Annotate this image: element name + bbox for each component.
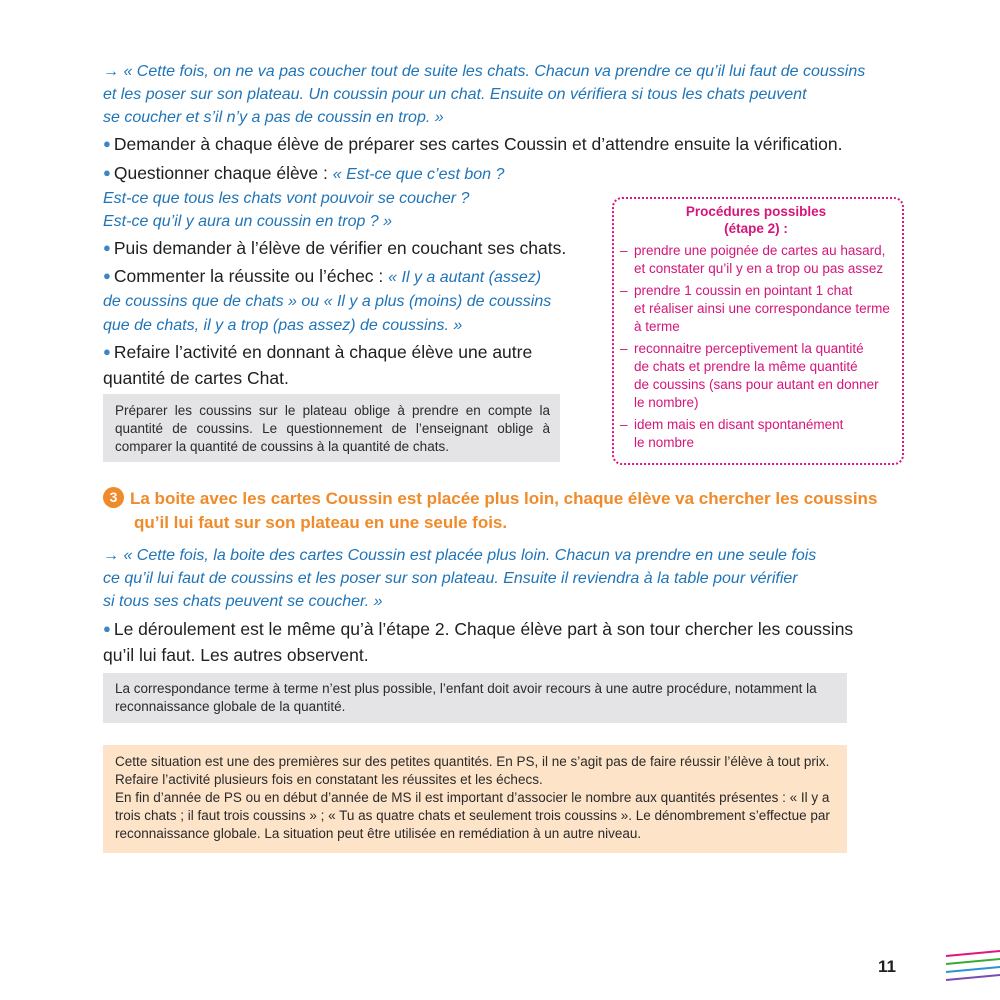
bullet-text: Refaire l’activité en donnant à chaque élève une autre bbox=[113, 342, 533, 362]
page-number: 11 bbox=[878, 957, 896, 976]
intro-quote-line-3: se coucher et s’il n’y a pas de coussin en trop. » bbox=[103, 109, 444, 126]
step-3-heading bbox=[103, 487, 903, 535]
step-3-title-line-2: qu’il lui faut sur son plateau en une seule fois. bbox=[134, 513, 508, 532]
procedure-line: de coussins (sans pour autant en donner bbox=[634, 377, 879, 392]
procedure-item: – prendre une poignée de cartes au hasard, et constater qu’il y en a trop ou pas assez bbox=[620, 242, 892, 278]
procedure-item: – reconnaitre perceptivement la quantité de chats et prendre la même quantité de coussins (sans pour autant en donner le nombre) bbox=[620, 340, 892, 412]
bullet-text: Le déroulement est le même qu’à l’étape 2. Chaque élève part à son tour chercher les coussins bbox=[113, 619, 854, 639]
procedure-line: de chats et prendre la même quantité bbox=[634, 359, 858, 374]
procedure-item: – idem mais en disant spontanément le nombre bbox=[620, 416, 892, 452]
bullet-text-line-2: qu’il lui faut. Les autres observent. bbox=[103, 645, 369, 665]
step-3-quote-line-2: ce qu’il lui faut de coussins et les poser sur son plateau. Ensuite il reviendra à la table pour vérifier bbox=[103, 570, 798, 587]
note-text: La correspondance terme à terme n’est plus possible, l’enfant doit avoir recours à une autre procédure, notamment la reconnaissance globale de la quantité. bbox=[115, 681, 817, 714]
intro-quote-line-2: et les poser sur son plateau. Un coussin pour un chat. Ensuite on vérifiera si tous les chats peuvent bbox=[103, 86, 807, 103]
bullet-dot: ● bbox=[103, 268, 111, 283]
step-3-quote-line-1: → « Cette fois, la boite des cartes Coussin est placée plus loin. Chacun va prendre en une seule fois bbox=[103, 547, 817, 564]
bullet-quote-line-3: Est-ce qu’il y aura un coussin en trop ? » bbox=[103, 213, 393, 230]
step-3-quote bbox=[103, 544, 903, 613]
procedure-line: le nombre bbox=[634, 435, 695, 450]
procedures-subtitle: (étape 2) : bbox=[724, 221, 788, 236]
step-3-bullet bbox=[103, 617, 903, 667]
procedures-title: Procédures possibles bbox=[685, 204, 827, 219]
bullet-quote: « Il y a autant (assez) bbox=[388, 269, 542, 286]
bullet-quote-line-2: Est-ce que tous les chats vont pouvoir se coucher ? bbox=[103, 190, 470, 207]
step-number-badge: 3 bbox=[103, 487, 124, 508]
procedure-line: prendre 1 coussin en pointant 1 chat bbox=[634, 283, 853, 298]
procedure-line: et réaliser ainsi une correspondance terme bbox=[634, 301, 890, 316]
bullet-prepare-cards bbox=[103, 132, 903, 158]
procedure-line: à terme bbox=[634, 319, 680, 334]
bullet-dot: ● bbox=[103, 240, 111, 255]
bullet-question-each bbox=[103, 161, 583, 233]
bullet-comment bbox=[103, 264, 583, 338]
bullet-text: Puis demander à l’élève de vérifier en couchant ses chats. bbox=[113, 238, 567, 258]
decorative-stripes bbox=[944, 950, 1000, 990]
bullet-text: Questionner chaque élève : bbox=[113, 163, 333, 183]
bullet-text: Demander à chaque élève de préparer ses cartes Coussin et d’attendre ensuite la vérification. bbox=[113, 134, 843, 154]
step-3-quote-line-3: si tous ses chats peuvent se coucher. » bbox=[103, 593, 383, 610]
bullet-dot: ● bbox=[103, 165, 111, 180]
note-box-gray-2 bbox=[103, 673, 847, 723]
note-paragraph-1: Cette situation est une des premières sur des petites quantités. En PS, il ne s’agit pas de faire réussir l’élève à tout prix. Refaire l’activité plusieurs fois en constatant les réussites et les échecs. bbox=[115, 754, 830, 787]
bullet-redo bbox=[103, 340, 583, 390]
procedure-line: prendre une poignée de cartes au hasard, bbox=[634, 243, 886, 258]
intro-quote bbox=[103, 60, 903, 129]
bullet-text: Commenter la réussite ou l’échec : bbox=[113, 266, 389, 286]
procedure-line: le nombre) bbox=[634, 395, 699, 410]
bullet-dot: ● bbox=[103, 136, 111, 151]
bullet-dot: ● bbox=[103, 621, 111, 636]
procedures-box bbox=[612, 197, 904, 465]
bullet-dot: ● bbox=[103, 344, 111, 359]
note-box-gray-1 bbox=[103, 394, 560, 462]
procedure-line: idem mais en disant spontanément bbox=[634, 417, 844, 432]
bullet-quote: « Est-ce que c’est bon ? bbox=[332, 166, 505, 183]
bullet-quote-line-2: de coussins que de chats » ou « Il y a plus (moins) de coussins bbox=[103, 293, 552, 310]
procedure-line: et constater qu’il y en a trop ou pas assez bbox=[634, 261, 884, 276]
note-paragraph-2: En fin d’année de PS ou en début d’année de MS il est important d’associer le nombre aux quantités présentes : « Il y a trois chats ; il faut trois coussins » ; « Tu as quatre chats et seulement trois coussins ». Le dénombrement s’effectue par reconnaissance globale. La situation peut être utilisée en remédiation à un autre niveau. bbox=[115, 790, 830, 841]
intro-quote-line-1: → « Cette fois, on ne va pas coucher tout de suite les chats. Chacun va prendre ce qu’il lui faut de coussins bbox=[103, 63, 866, 80]
bullet-quote-line-3: que de chats, il y a trop (pas assez) de coussins. » bbox=[103, 317, 463, 334]
procedure-item: – prendre 1 coussin en pointant 1 chat et réaliser ainsi une correspondance terme à terme bbox=[620, 282, 892, 336]
procedure-line: reconnaitre perceptivement la quantité bbox=[634, 341, 864, 356]
step-3-title-line-1: La boite avec les cartes Coussin est placée plus loin, chaque élève va chercher les coussins bbox=[130, 489, 878, 508]
note-box-orange bbox=[103, 745, 847, 853]
note-text: Préparer les coussins sur le plateau oblige à prendre en compte la quantité de coussins. Le questionnement de l’enseignant oblige à comparer la quantité de coussins à la quantité de chats. bbox=[115, 403, 550, 454]
bullet-text-line-2: quantité de cartes Chat. bbox=[103, 368, 289, 388]
bullet-verify bbox=[103, 236, 583, 262]
